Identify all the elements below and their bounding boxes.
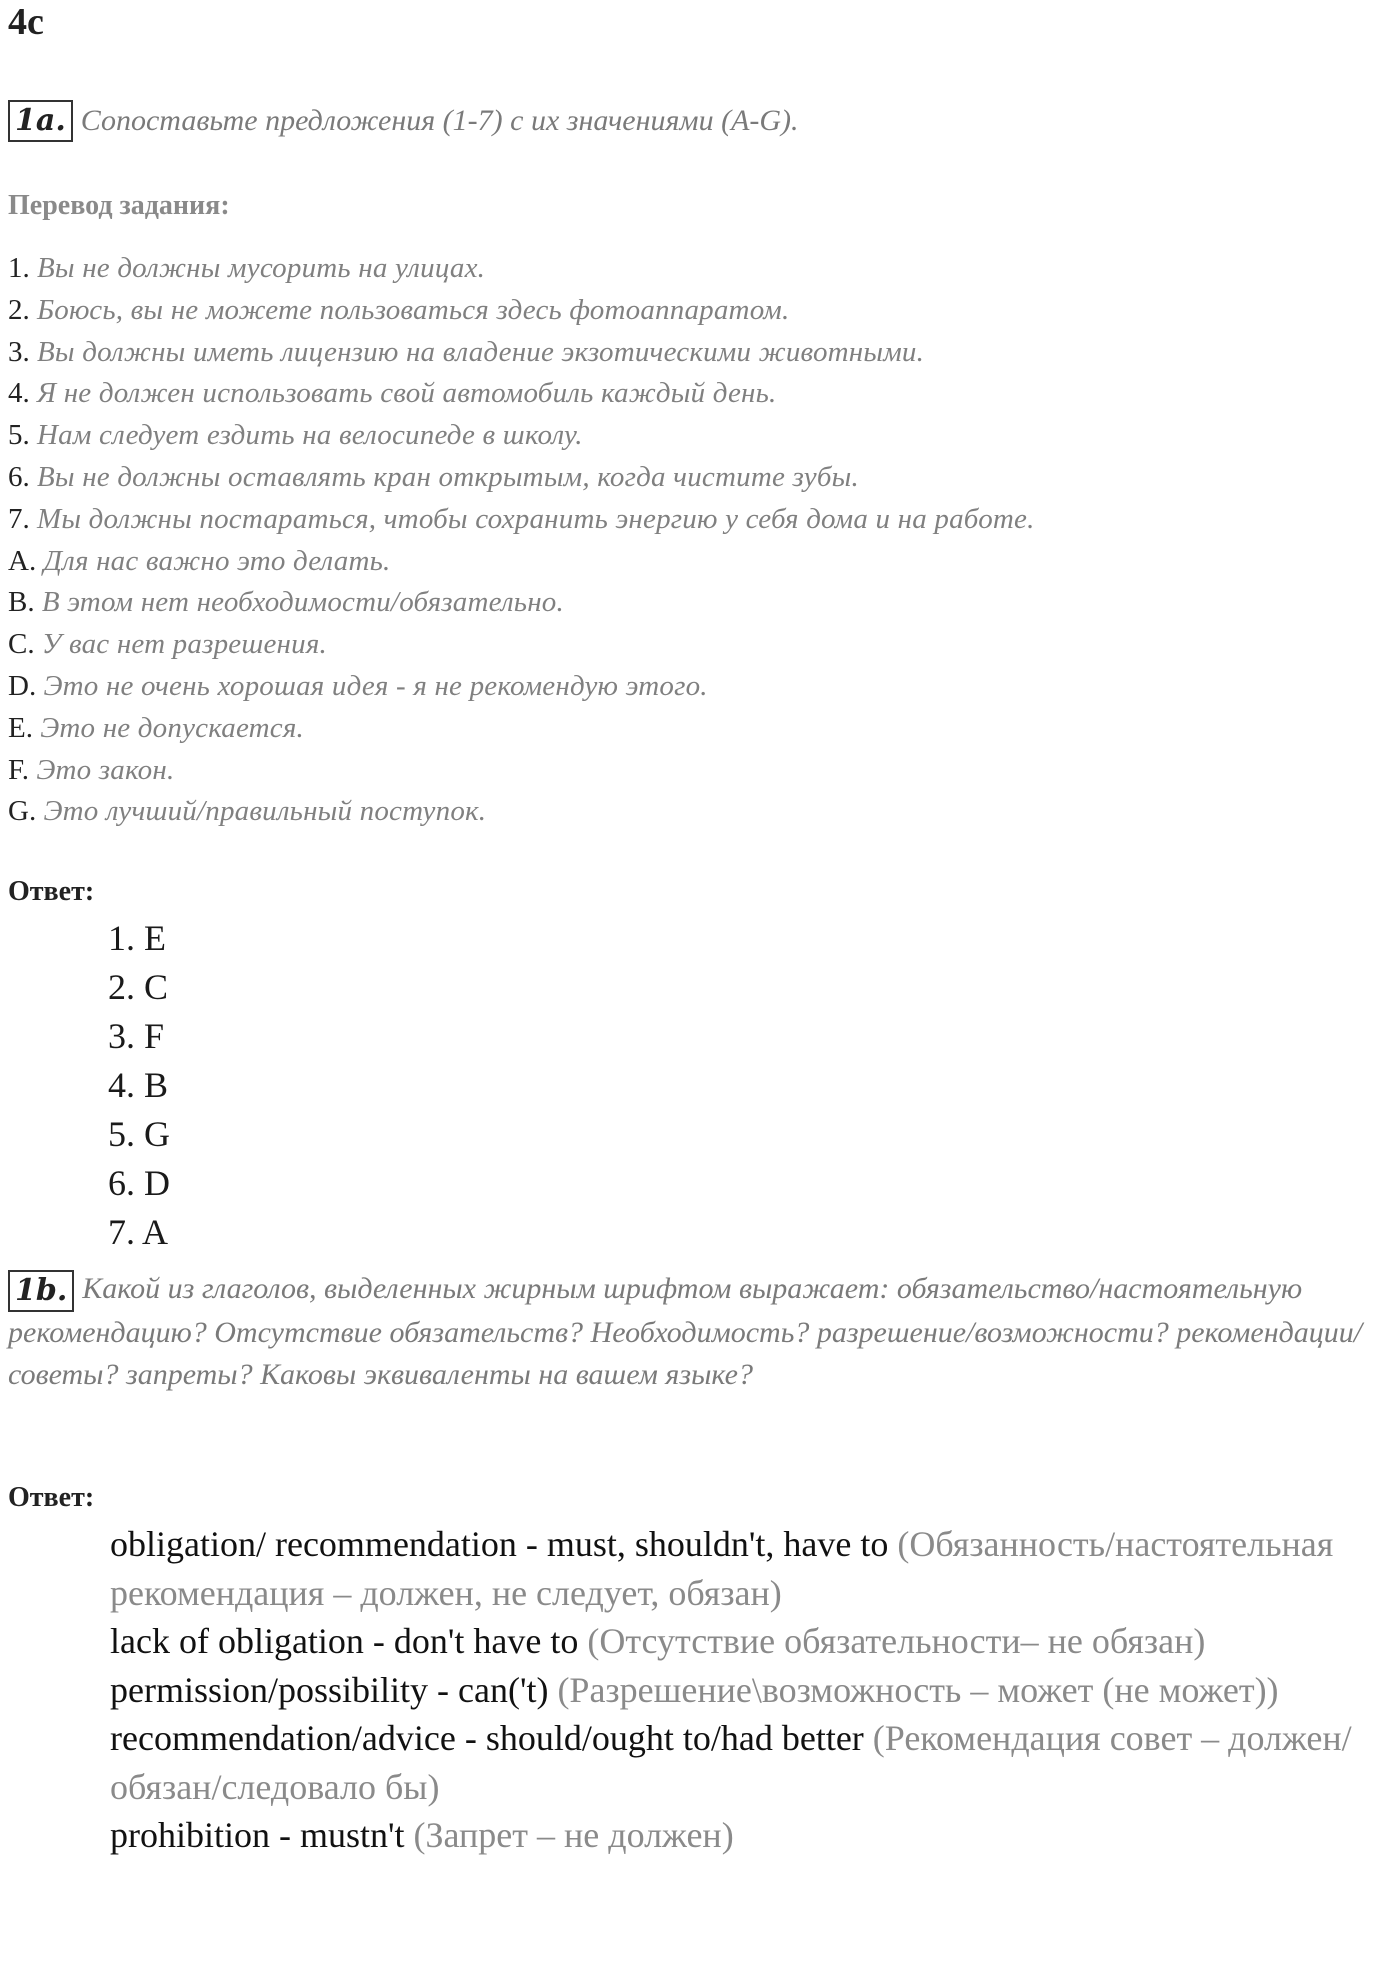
list-item: 7. A bbox=[108, 1212, 169, 1252]
list-item: 1. Вы не должны мусорить на улицах. bbox=[8, 252, 486, 284]
translation-list bbox=[8, 248, 1035, 833]
answers-1b-list bbox=[110, 1520, 1400, 1860]
task-1b-text: Какой из глаголов, выделенных жирным шрифтом выражает: обязательство/настоятельную рекомендацию? Отсутствие обязательств? Необходимость? разрешение/возможности? рекомендации/советы? запреты? Каковы эквиваленты на вашем языке? bbox=[8, 1272, 1363, 1392]
list-item: 6. Вы не должны оставлять кран открытым, когда чистите зубы. bbox=[8, 460, 859, 493]
task-1a bbox=[8, 100, 799, 142]
list-item: D. Это не очень хорошая идея - я не рекомендую этого. bbox=[8, 669, 708, 702]
list-item: recommendation/advice - should/ought to/had better (Рекомендация совет – должен/обязан/следовало бы) bbox=[110, 1718, 1352, 1807]
answer-heading: Ответ: bbox=[8, 876, 95, 907]
list-item: obligation/ recommendation - must, shouldn't, have to (Обязанность/настоятельная рекомендация – должен, не следует, обязан) bbox=[110, 1524, 1334, 1613]
list-item: 3. F bbox=[108, 1016, 165, 1056]
list-item: lack of obligation - don't have to (Отсутствие обязательности– не обязан) bbox=[110, 1621, 1206, 1661]
list-item: 1. E bbox=[108, 918, 166, 958]
list-item: 5. G bbox=[108, 1114, 170, 1154]
list-item: G. Это лучший/правильный поступок. bbox=[8, 795, 487, 828]
list-item: 6. D bbox=[108, 1163, 170, 1203]
list-item: 5. Нам следует ездить на велосипеде в школу. bbox=[8, 419, 583, 452]
list-item: 3. Вы должны иметь лицензию на владение экзотическими животными. bbox=[8, 335, 925, 368]
list-item: B. В этом нет необходимости/обязательно. bbox=[8, 586, 564, 619]
list-item: E. Это не допускается. bbox=[8, 711, 304, 744]
answers-1a-list bbox=[108, 914, 170, 1257]
list-item: prohibition - mustn't (Запрет – не должен) bbox=[110, 1815, 734, 1855]
translation-heading: Перевод задания: bbox=[8, 190, 230, 221]
list-item: 2. Боюсь, вы не можете пользоваться здесь фотоаппаратом. bbox=[8, 293, 790, 326]
page-title: 4c bbox=[8, 1, 44, 43]
list-item: 2. C bbox=[108, 967, 169, 1007]
list-item: permission/possibility - can('t) (Разрешение\возможность – может (не может)) bbox=[110, 1669, 1279, 1710]
task-1b bbox=[8, 1268, 1398, 1396]
list-item: 4. B bbox=[108, 1065, 169, 1105]
list-item: C. У вас нет разрешения. bbox=[8, 628, 327, 661]
task-1a-label: 1a. bbox=[8, 100, 73, 142]
list-item: A. Для нас важно это делать. bbox=[8, 544, 391, 577]
list-item: 4. Я не должен использовать свой автомобиль каждый день. bbox=[8, 377, 777, 410]
task-1a-text: Сопоставьте предложения (1-7) с их значениями (A-G). bbox=[80, 104, 799, 137]
list-item: F. Это закон. bbox=[8, 753, 175, 786]
task-1b-label: 1b. bbox=[8, 1270, 74, 1312]
answer-heading-2: Ответ: bbox=[8, 1482, 95, 1513]
list-item: 7. Мы должны постараться, чтобы сохранить энергию у себя дома и на работе. bbox=[8, 502, 1035, 535]
